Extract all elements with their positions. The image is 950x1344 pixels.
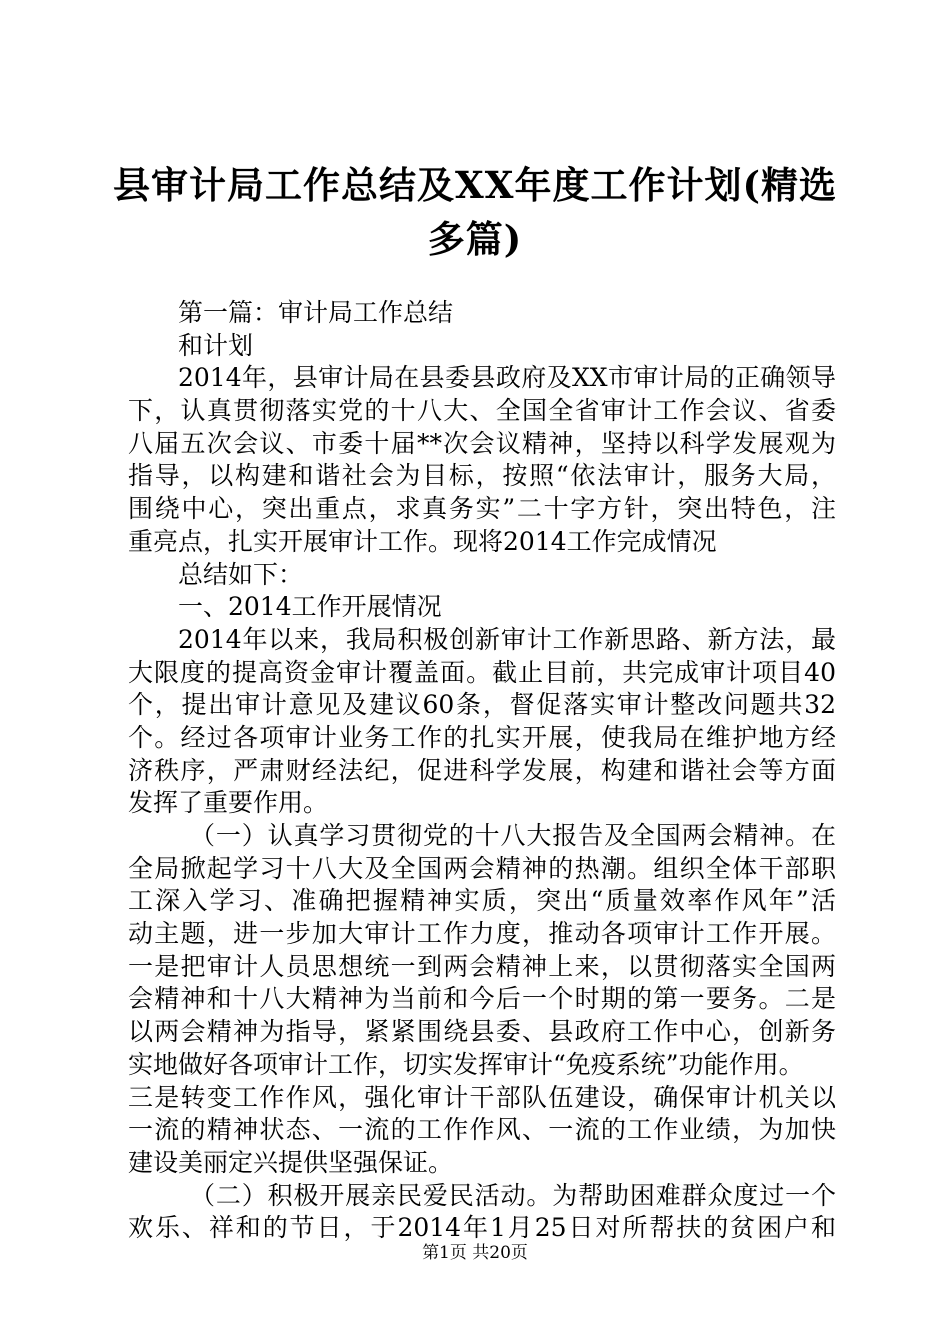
text-line: 大限度的提高资金审计覆盖面。截止目前，共完成审计项目40 bbox=[128, 657, 836, 687]
text-line: 济秩序，严肃财经法纪，促进科学发展，构建和谐社会等方面 bbox=[128, 755, 836, 785]
text-line: 一是把审计人员思想统一到两会精神上来，以贯彻落实全国两 bbox=[128, 951, 836, 981]
text-line: 动主题，进一步加大审计工作力度，推动各项审计工作开展。 bbox=[128, 919, 836, 949]
text-line: 以两会精神为指导，紧紧围绕县委、县政府工作中心，创新务 bbox=[128, 1017, 836, 1047]
text-line: 一、2014工作开展情况 bbox=[178, 592, 442, 622]
text-line: 和计划 bbox=[178, 330, 254, 360]
text-line: 指导，以构建和谐社会为目标，按照“依法审计，服务大局， bbox=[128, 461, 836, 491]
text-line: 2014年，县审计局在县委县政府及XX市审计局的正确领导 bbox=[178, 363, 836, 393]
text-line: 实地做好各项审计工作，切实发挥审计“免疫系统”功能作用。 bbox=[128, 1049, 804, 1079]
text-line: （二）积极开展亲民爱民活动。为帮助困难群众度过一个 bbox=[190, 1180, 836, 1210]
text-line: 八届五次会议、市委十届**次会议精神，坚持以科学发展观为 bbox=[128, 428, 836, 458]
text-line: 2014年以来，我局积极创新审计工作新思路、新方法，最 bbox=[178, 624, 836, 654]
text-line: 总结如下： bbox=[178, 559, 304, 589]
text-line: 下，认真贯彻落实党的十八大、全国全省审计工作会议、省委 bbox=[128, 396, 836, 426]
text-line: 围绕中心，突出重点，求真务实”二十字方针，突出特色，注 bbox=[128, 494, 836, 524]
text-line: 三是转变工作作风，强化审计干部队伍建设，确保审计机关以 bbox=[128, 1082, 836, 1112]
document-title: 县审计局工作总结及XX年度工作计划(精选多篇) bbox=[113, 163, 837, 261]
text-line: 欢乐、祥和的节日，于2014年1月25日对所帮扶的贫困户和 bbox=[128, 1213, 836, 1243]
page-footer: 第1页 共20页 bbox=[422, 1243, 528, 1263]
text-line: 第一篇：审计局工作总结 bbox=[178, 298, 454, 327]
text-line: 个，提出审计意见及建议60条，督促落实审计整改问题共32 bbox=[128, 690, 836, 720]
text-line: 建设美丽定兴提供坚强保证。 bbox=[128, 1147, 454, 1177]
text-line: 全局掀起学习十八大及全国两会精神的热潮。组织全体干部职 bbox=[128, 853, 836, 883]
text-line: 会精神和十八大精神为当前和今后一个时期的第一要务。二是 bbox=[128, 984, 836, 1014]
text-line: （一）认真学习贯彻党的十八大报告及全国两会精神。在 bbox=[190, 821, 836, 850]
text-line: 发挥了重要作用。 bbox=[128, 788, 329, 818]
text-line: 重亮点，扎实开展审计工作。现将2014工作完成情况 bbox=[128, 526, 717, 556]
text-line: 个。经过各项审计业务工作的扎实开展，使我局在维护地方经 bbox=[128, 722, 836, 752]
text-line: 一流的精神状态、一流的工作作风、一流的工作业绩，为加快 bbox=[128, 1115, 836, 1145]
text-line: 工深入学习、准确把握精神实质，突出“质量效率作风年”活 bbox=[128, 886, 836, 916]
document-body bbox=[128, 297, 836, 1245]
